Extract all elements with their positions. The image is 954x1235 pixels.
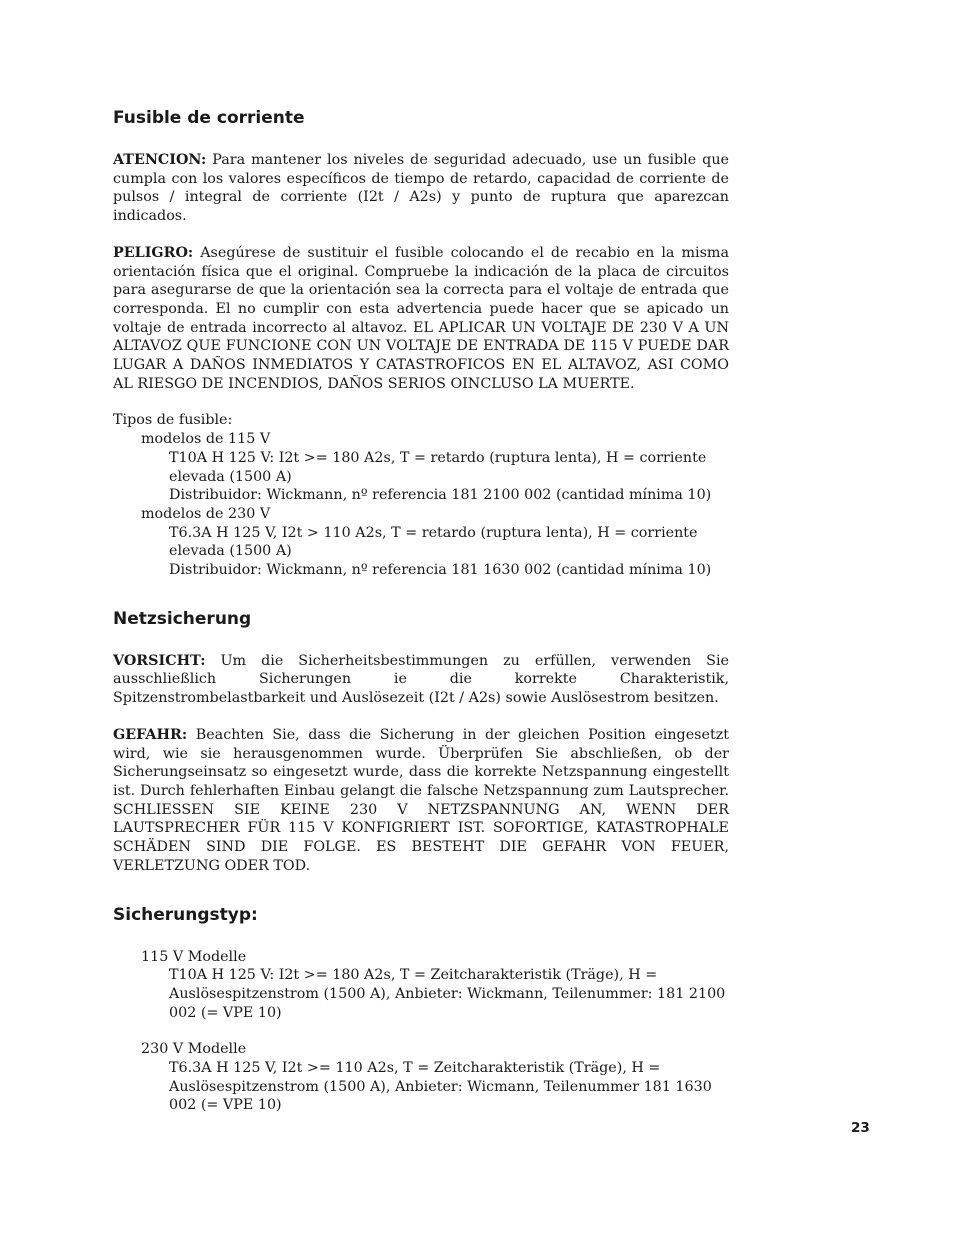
peligro-paragraph [113, 244, 729, 394]
vorsicht-text: Um die Sicherheitsbestimmungen zu erfüllen, verwenden Sie ausschließlich Sicherungen ie die korrekte Charakteristik, Spitzenstrombelastbarkeit und Auslösezeit (I2t / A2s) sowie Auslösestrom besitzen. [113, 652, 729, 707]
peligro-label: PELIGRO: [113, 244, 194, 261]
vorsicht-paragraph [113, 652, 729, 708]
vorsicht-label: VORSICHT: [113, 652, 206, 669]
gefahr-text: Beachten Sie, dass die Sicherung in der gleichen Position eingesetzt wird, wie sie herausgenommen wurde. Überprüfen Sie abschließen, ob der Sicherungseinsatz so eingesetzt wurde, dass die korrekte Netzspannung eingestellt ist. Durch fehlerhaften Einbau gelangt die falsche Netzspannung zum Lautsprecher. SCHLIESSEN SIE KEINE 230 V NETZSPANNUNG AN, WENN DER LAUTSPRECHER FÜR 115 V KONFIGRIERT IST. SOFORTIGE, KATASTROPHALE SCHÄDEN SIND DIE FOLGE. ES BESTEHT DIE GEFAHR VON FEUER, VERLETZUNG ODER TOD. [113, 726, 729, 874]
atencion-label: ATENCION: [113, 152, 207, 168]
de-115-label: 115 V Modelle [141, 948, 247, 965]
es-230-dist: Distribuidor: Wickmann, nº referencia 181 1630 002 (cantidad mínima 10) [169, 562, 712, 579]
es-115-label: modelos de 115 V [141, 431, 271, 448]
page-number: 23 [851, 1120, 870, 1136]
heading-sicherungstyp: Sicherungstyp: [113, 904, 258, 925]
gefahr-label: GEFAHR: [113, 726, 188, 743]
es-115-dist: Distribuidor: Wickmann, nº referencia 181 2100 002 (cantidad mínima 10) [169, 487, 712, 504]
de-230-spec: T6.3A H 125 V, I2t >= 110 A2s, T = Zeitcharakteristik (Träge), H = Auslösespitzenstrom (1500 A), Anbieter: Wicmann, Teilenummer 181 1630 002 (= VPE 10) [169, 1060, 712, 1114]
de-230-label: 230 V Modelle [141, 1041, 247, 1058]
de-115-spec: T10A H 125 V: I2t >= 180 A2s, T = Zeitcharakteristik (Träge), H = Auslösespitzenstrom (1500 A), Anbieter: Wickmann, Teilenummer: 181 2100 002 (= VPE 10) [169, 967, 726, 1021]
es-230-spec: T6.3A H 125 V, I2t > 110 A2s, T = retardo (ruptura lenta), H = corriente elevada (1500 A) [169, 524, 698, 560]
page-body [113, 106, 729, 1115]
heading-fusible: Fusible de corriente [113, 108, 305, 128]
tipos-label: Tipos de fusible: [113, 412, 233, 429]
es-230-label: modelos de 230 V [141, 505, 271, 522]
gefahr-paragraph [113, 726, 729, 876]
heading-netzsicherung: Netzsicherung [113, 608, 252, 629]
atencion-paragraph [113, 151, 729, 226]
es-115-spec: T10A H 125 V: I2t >= 180 A2s, T = retardo (ruptura lenta), H = corriente elevada (1500 A) [169, 449, 707, 485]
atencion-text: Para mantener los niveles de seguridad adecuado, use un fusible que cumpla con los valores específicos de tiempo de retardo, capacidad de corriente de pulsos / integral de corriente (I2t / A2s) y punto de ruptura que aparezcan indicados. [113, 152, 729, 225]
peligro-text: Asegúrese de sustituir el fusible colocando el de recabio en la misma orientación física que el original. Compruebe la indicación de la placa de circuitos para asegurarse de que la orientación sea la correcta para el voltaje de entrada que corresponda. El no cumplir con esta advertencia puede hacer que se apicado un voltaje de entrada incorrecto al altavoz. EL APLICAR UN VOLTAJE DE 230 V A UN ALTAVOZ QUE FUNCIONE CON UN VOLTAJE DE ENTRADA DE 115 V PUEDE DAR LUGAR A DAÑOS INMEDIATOS Y CATASTROFICOS EN EL ALTAVOZ, ASI COMO AL RIESGO DE INCENDIOS, DAÑOS SERIOS OINCLUSO LA MUERTE. [113, 244, 729, 392]
